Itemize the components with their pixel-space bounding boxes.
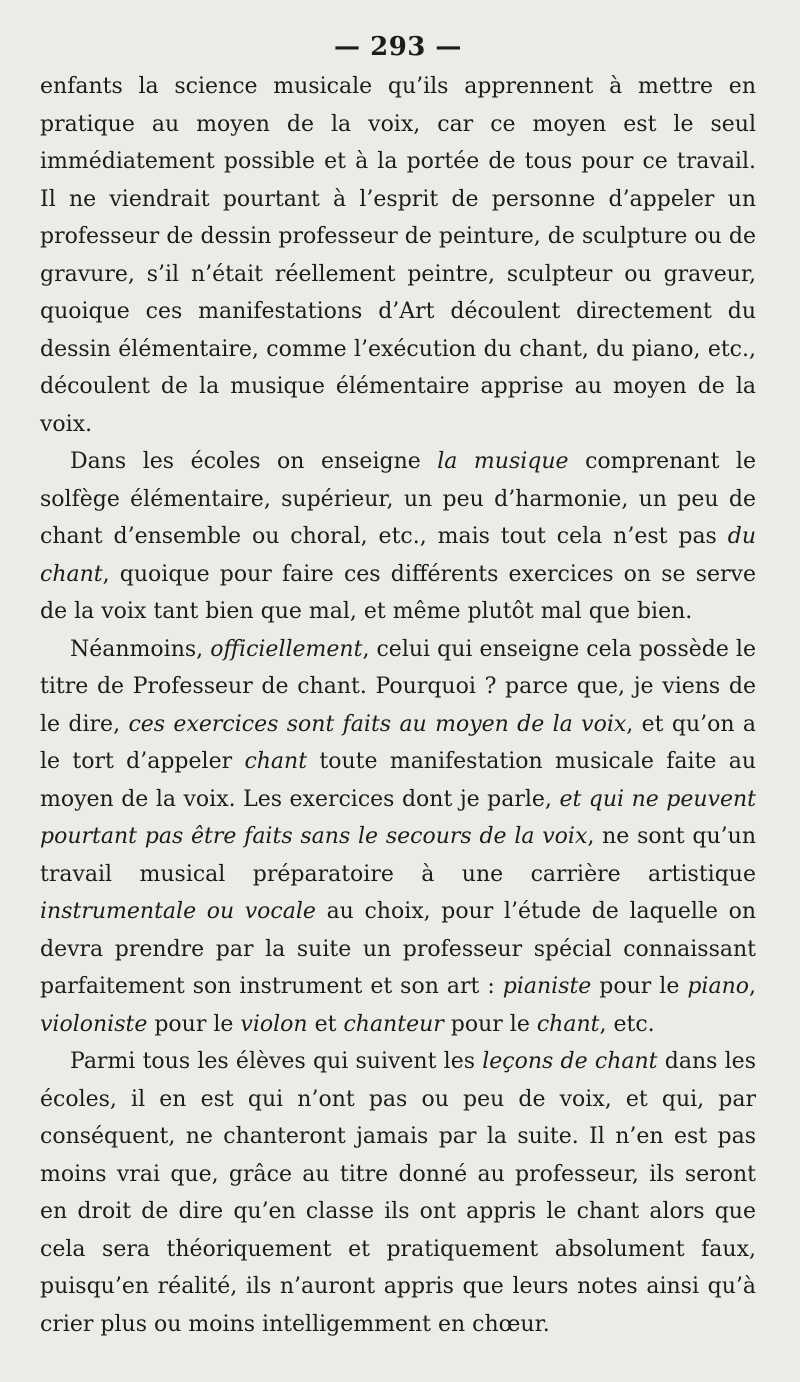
text-run: , et qu’on a le tort d’appeler bbox=[40, 711, 756, 774]
text-run: dans les écoles, il en est qui n’ont pas ou peu de voix, et qui, par conséquent, ne chanteront jamais par la suite. Il n’en est pas moins vrai que, grâce au titre donné au professeur, ils seront en droit de dire qu’en classe ils ont appris le chant alors que cela sera théoriquement et pratiquement absolument faux, puisqu’en réalité, ils n’auront appris que leurs notes ainsi qu’à crier plus ou moins intelligemment en chœur. bbox=[40, 1049, 756, 1337]
paragraph bbox=[40, 443, 756, 631]
text-run: , quoique pour faire ces différents exercices on se serve de la voix tant bien que mal, et même plutôt mal que bien. bbox=[40, 561, 756, 624]
italic-text: pianiste bbox=[502, 974, 592, 999]
text-run: , ne sont qu’un travail musical préparatoire à une carrière artistique bbox=[40, 824, 756, 887]
page-number: — 293 — bbox=[334, 32, 462, 62]
paragraph bbox=[40, 631, 756, 1044]
text-run: , celui qui enseigne cela possède le titre de Professeur de chant. Pourquoi ? parce que, je viens de le dire, bbox=[40, 636, 756, 737]
text-run: pour le bbox=[591, 974, 688, 999]
italic-text: ces exercices sont faits au moyen de la voix bbox=[128, 711, 627, 737]
paragraph bbox=[40, 68, 756, 443]
text-run: Parmi tous les élèves qui suivent les bbox=[70, 1049, 483, 1074]
text-run: enfants la science musicale qu’ils apprennent à mettre en pratique au moyen de la voix, car ce moyen est le seul immédiatement possible et à la portée de tous pour ce travail. Il ne viendrait pourtant à l’esprit de personne d’appeler un professeur de dessin professeur de peinture, de sculpture ou de gravure, s’il n’était réellement peintre, sculpteur ou graveur, quoique ces manifestations d’Art découlent directement du dessin élémentaire, comme l’exécution du chant, du piano, etc., découlent de la musique élémentaire apprise au moyen de la voix. bbox=[40, 74, 756, 437]
text-run: et bbox=[307, 1011, 344, 1037]
italic-text: piano bbox=[687, 974, 749, 999]
text-run: toute manifestation musicale faite au moyen de la voix. Les exercices dont je parle, bbox=[40, 749, 756, 812]
italic-text: du chant bbox=[40, 524, 756, 587]
italic-text: chant bbox=[536, 1011, 600, 1037]
italic-text: chant bbox=[244, 749, 308, 774]
text-run: , bbox=[749, 974, 756, 999]
italic-text: chanteur bbox=[343, 1011, 444, 1037]
text-run: Néanmoins, bbox=[70, 636, 211, 662]
italic-text: leçons de chant bbox=[482, 1049, 658, 1074]
text-run: comprenant le solfège élémentaire, supérieur, un peu d’harmonie, un peu de chant d’ensemble ou choral, etc., mais tout cela n’est pas bbox=[40, 449, 756, 549]
italic-text: violoniste bbox=[40, 1011, 148, 1037]
text-run: au choix, pour l’étude de laquelle on devra prendre par la suite un professeur spécial connaissant parfaitement son instrument et son art : bbox=[40, 899, 757, 999]
text-run: pour le bbox=[147, 1011, 241, 1037]
italic-text: officiellement bbox=[210, 636, 363, 662]
italic-text: la musique bbox=[437, 449, 569, 474]
text-run: Dans les écoles on enseigne bbox=[70, 449, 438, 474]
italic-text: et qui ne peuvent pourtant pas être faits sans le secours de la voix bbox=[40, 786, 757, 849]
italic-text: instrumentale ou vocale bbox=[40, 899, 316, 924]
body-text bbox=[40, 68, 756, 1343]
italic-text: violon bbox=[240, 1011, 308, 1037]
text-run: , etc. bbox=[599, 1011, 655, 1037]
paragraph bbox=[40, 1043, 756, 1343]
text-run: pour le bbox=[443, 1011, 537, 1037]
